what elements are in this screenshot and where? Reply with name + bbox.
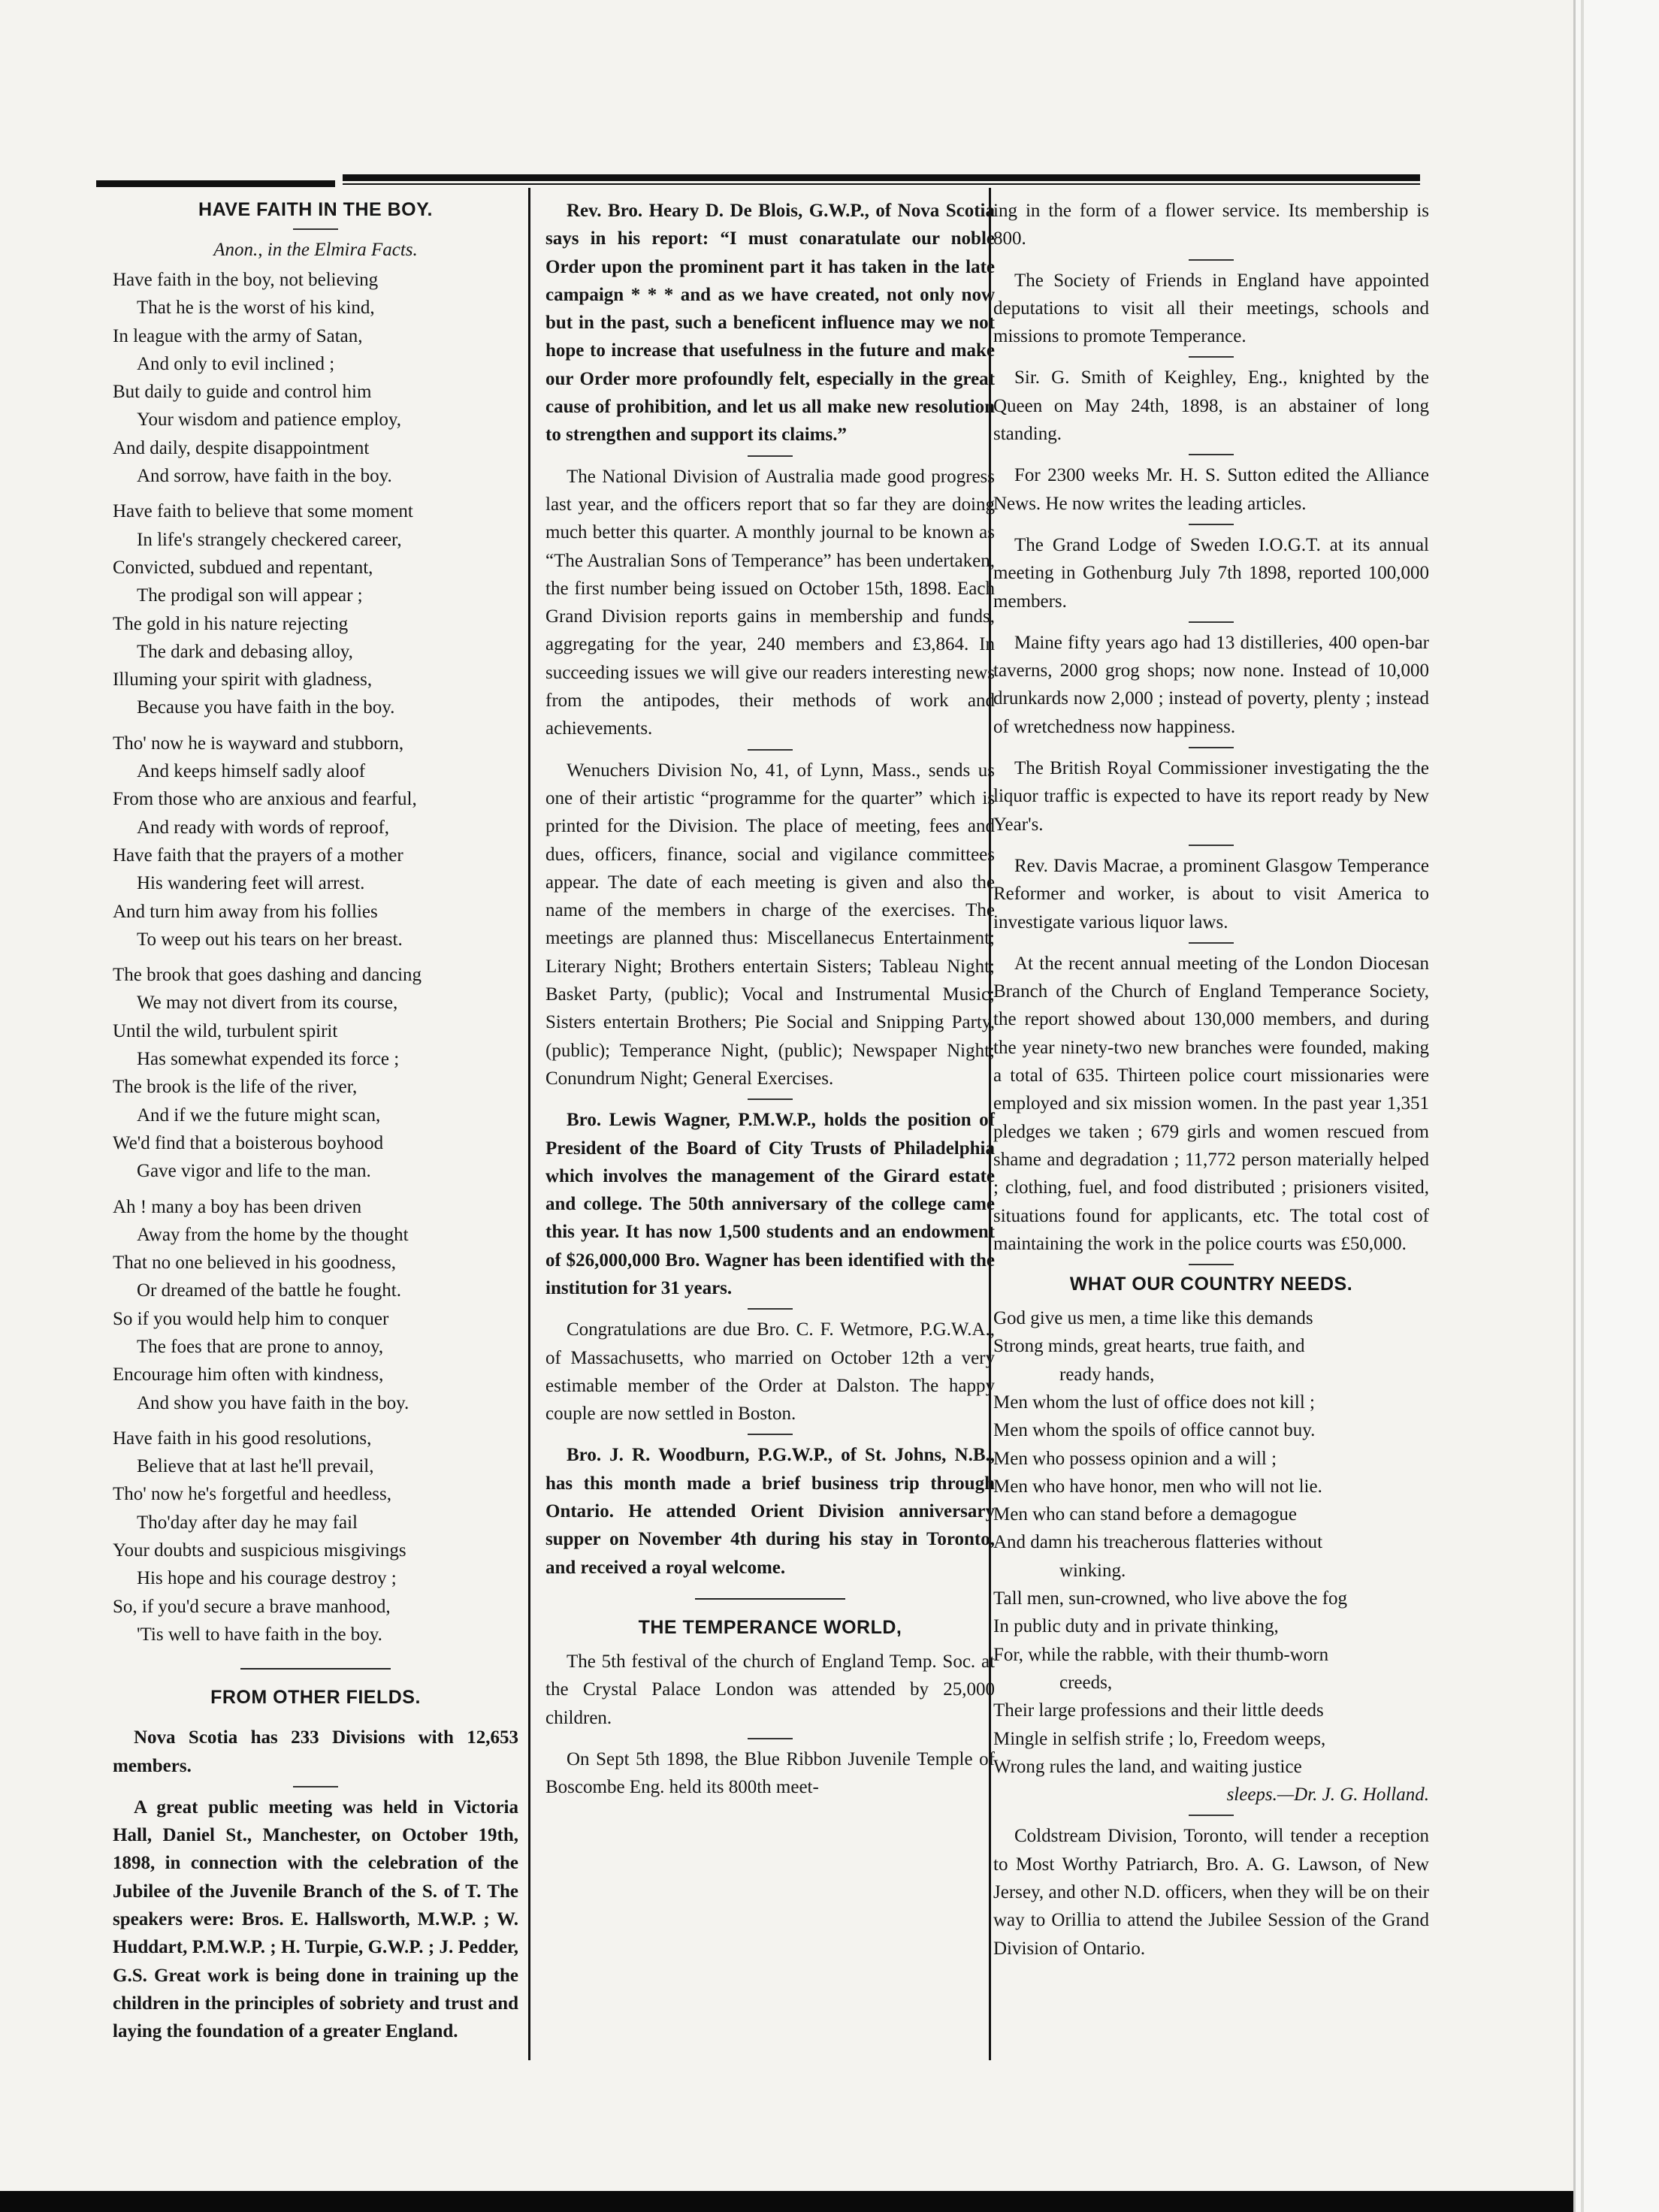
needs-line: winking. [1059, 1560, 1126, 1581]
item-divider [1189, 454, 1234, 455]
column-1 [113, 197, 518, 2046]
poem-line: And sorrow, have faith in the boy. [137, 466, 392, 487]
news-paragraph: Rev. Bro. Heary D. De Blois, G.W.P., of Nova Scotia says in his report: “I must conaratulate our noble Order upon the prominent part it has taken in the late campaign * * * and as we have created, not only now but in the past, such a beneficent influence may we not hope to increase that usefulness in the future and make our Order more profoundly felt, especially in the great cause of prohibition, and let us all make new resolution to strengthen and support its claims.” [545, 201, 995, 446]
item-divider [1189, 845, 1234, 846]
needs-poem [993, 1304, 1429, 1809]
needs-line: Mingle in selfish strife ; lo, Freedom weeps, [993, 1728, 1326, 1749]
needs-line: sleeps.—Dr. J. G. Holland. [1226, 1784, 1429, 1806]
poem-body [113, 266, 518, 1648]
poem-line: Convicted, subdued and repentant, [113, 557, 373, 578]
poem-stanza [113, 266, 518, 490]
needs-line: Men who possess opinion and a will ; [993, 1448, 1277, 1469]
item-divider [1189, 524, 1234, 525]
item-divider [1189, 621, 1234, 623]
news-paragraph: The Society of Friends in England have appointed deputations to visit all their meetings, schools and missions to promote Temperance. [993, 270, 1429, 347]
item-divider [1189, 1815, 1234, 1816]
news-paragraph: On Sept 5th 1898, the Blue Ribbon Juvenile Temple of Boscombe Eng. held its 800th meet- [545, 1748, 995, 1798]
header-rule-thin [343, 183, 1420, 185]
poem-line: So if you would help him to conquer [113, 1308, 389, 1329]
poem-line: And keeps himself sadly aloof [137, 761, 366, 782]
column-divider-1 [528, 188, 530, 2060]
poem-stanza [113, 497, 518, 721]
section-divider [695, 1598, 845, 1600]
poem-line: Have faith to believe that some moment [113, 501, 413, 522]
news-paragraph: For 2300 weeks Mr. H. S. Sutton edited the Alliance News. He now writes the leading articles. [993, 465, 1429, 514]
needs-line: Strong minds, great hearts, true faith, and [993, 1336, 1305, 1357]
poem-line: Gave vigor and life to the man. [137, 1161, 371, 1182]
poem-line: But daily to guide and control him [113, 382, 372, 403]
poem-line: Has somewhat expended its force ; [137, 1049, 400, 1070]
poem-line: Your doubts and suspicious misgivings [113, 1540, 406, 1561]
poem-line: To weep out his tears on her breast. [137, 929, 403, 950]
needs-line: Wrong rules the land, and waiting justice [993, 1756, 1302, 1777]
needs-line: For, while the rabble, with their thumb-worn [993, 1644, 1329, 1665]
poem-stanza [113, 961, 518, 1185]
news-paragraph: Wenuchers Division No, 41, of Lynn, Mass., sends us one of their artistic “programme for the quarter” which is printed for the Division. The place of meeting, fees and dues, officers, finance, social and vigilance committees appear. The date of each meeting is given and also the name of the members in charge of the exercises. The meetings are planned thus: Miscellanecus Entertainment; Literary Night; Brothers entertain Sisters; Tableau Night; Basket Party, (public); Vocal and Instrumental Music; Sisters entertain Brothers; Pie Social and Snipping Party, (public); Temperance Night, (public); Newspaper Night; Conundrum Night; General Exercises. [545, 760, 995, 1089]
page-edge [1573, 0, 1659, 2212]
poem-stanza [113, 1425, 518, 1648]
poem-line: Tho'day after day he may fail [137, 1512, 358, 1533]
poem-line: Tho' now he is wayward and stubborn, [113, 733, 404, 754]
needs-line: Men whom the lust of office does not kill ; [993, 1392, 1315, 1413]
news-paragraph: The Grand Lodge of Sweden I.O.G.T. at its annual meeting in Gothenburg July 7th 1898, reported 100,000 members. [993, 534, 1429, 612]
poem-line: Have faith that the prayers of a mother [113, 845, 403, 866]
news-paragraph: Congratulations are due Bro. C. F. Wetmore, P.G.W.A., of Massachusetts, who married on October 12th a very estimable member of the Order at Dalston. The happy couple are now settled in Boston. [545, 1319, 995, 1425]
poem-line: The dark and debasing alloy, [137, 641, 353, 662]
news-paragraph: ing in the form of a flower service. Its membership is 800. [993, 201, 1429, 249]
poem-line: So, if you'd secure a brave manhood, [113, 1596, 391, 1617]
needs-line: Men who can stand before a demagogue [993, 1504, 1298, 1525]
needs-line: Their large professions and their little deeds [993, 1700, 1324, 1721]
poem-line: And ready with words of reproof, [137, 817, 390, 838]
poem-line: And daily, despite disappointment [113, 437, 370, 458]
item-divider [1189, 259, 1234, 261]
poem-line: And if we the future might scan, [137, 1104, 381, 1126]
poem-line: Your wisdom and patience employ, [137, 409, 402, 431]
poem-stanza [113, 730, 518, 953]
needs-line: Men who have honor, men who will not lie. [993, 1476, 1322, 1497]
item-divider [748, 455, 793, 457]
item-divider [1189, 356, 1234, 358]
needs-line: God give us men, a time like this demands [993, 1308, 1313, 1329]
news-paragraph: The National Division of Australia made good progress last year, and the officers report that so far they are doing much better this quarter. A monthly journal to be known as “The Australian Sons of Temperance” has been undertaken, the first number being issued on October 15th, 1898. Each Grand Division reports gains in membership and funds, aggregating for the year, 240 members and £3,864. In succeeding issues we will give our readers interesting news from the antipodes, their methods of work and achievements. [545, 466, 995, 739]
poem-line: The brook that goes dashing and dancing [113, 965, 422, 986]
poem-line: Encourage him often with kindness, [113, 1364, 384, 1386]
needs-line: ready hands, [1059, 1364, 1155, 1385]
needs-line: And damn his treacherous flatteries without [993, 1532, 1323, 1553]
column-3 [993, 197, 1429, 1963]
poem-stanza [113, 1193, 518, 1417]
poem-line: His hope and his courage destroy ; [137, 1568, 397, 1589]
poem-line: The brook is the life of the river, [113, 1077, 358, 1098]
item-divider [748, 1738, 793, 1739]
poem-line: Ah ! many a boy has been driven [113, 1196, 362, 1217]
poem-line: 'Tis well to have faith in the boy. [137, 1624, 382, 1645]
item-divider [1189, 942, 1234, 944]
item-divider [1189, 747, 1234, 748]
news-paragraph: Bro. Lewis Wagner, P.M.W.P., holds the position of President of the Board of City Trusts of Philadelphia which involves the management of the Girard estate and college. The 50th anniversary of the college came this year. It has now 1,500 students and an endowment of $26,000,000 Bro. Wagner has been identified with the institution for 31 years. [545, 1110, 995, 1298]
needs-line: Men whom the spoils of office cannot buy. [993, 1420, 1316, 1441]
poem-line: The gold in his nature rejecting [113, 613, 349, 634]
needs-line: Tall men, sun-crowned, who live above the fog [993, 1588, 1348, 1609]
poem-line: We'd find that a boisterous boyhood [113, 1132, 384, 1153]
poem-line: We may not divert from its course, [137, 993, 398, 1014]
fields-paragraph: A great public meeting was held in Victoria Hall, Daniel St., Manchester, on October 19th, 1898, in connection with the celebration of the Jubilee of the Juvenile Branch of the S. of T. The speakers were: Bros. E. Hallsworth, M.W.P. ; W. Huddart, P.M.W.P. ; H. Turpie, G.W.P. ; J. Pedder, G.S. Great work is being done in training up the children in the principles of sobriety and trust and laying the foundation of a greater England. [113, 1796, 518, 2042]
needs-title: WHAT OUR COUNTRY NEEDS. [1069, 1274, 1353, 1295]
section-divider [240, 1668, 391, 1670]
poem-line: His wandering feet will arrest. [137, 873, 365, 894]
column-2 [545, 197, 995, 1801]
poem-line: Until the wild, turbulent spirit [113, 1020, 338, 1041]
poem-line: In league with the army of Satan, [113, 325, 363, 346]
poem-line: Tho' now he's forgetful and heedless, [113, 1484, 391, 1505]
poem-line: And turn him away from his follies [113, 901, 378, 922]
news-paragraph: Bro. J. R. Woodburn, P.G.W.P., of St. Johns, N.B., has this month made a brief business trip through Ontario. He attended Orient Division anniversary supper on November 4th during his stay in Toronto, and received a royal welcome. [545, 1445, 995, 1578]
news-paragraph: At the recent annual meeting of the London Diocesan Branch of the Church of England Temperance Society, the report showed about 130,000 members, and during the year ninety-two new branches were founded, making a total of 635. Thirteen police court missionaries were employed and six mission women. In the past year 1,351 pledges we taken ; 679 girls and women rescued from shame and degradation ; 11,772 person materially helped ; clothing, fuel, and food distributed ; prisioners visited, situations found for applicants, etc. The total cost of maintaining the work in the police courts was £50,000. [993, 953, 1429, 1254]
header-rule-left [96, 180, 335, 187]
poem-line: Because you have faith in the boy. [137, 697, 395, 718]
poem-line: Believe that at last he'll prevail, [137, 1456, 374, 1477]
header-rule-right [343, 174, 1420, 181]
needs-line: In public duty and in private thinking, [993, 1616, 1279, 1637]
poem-title: HAVE FAITH IN THE BOY. [198, 199, 433, 220]
poem-line: And only to evil inclined ; [137, 353, 335, 374]
poem-line: The prodigal son will appear ; [137, 585, 363, 606]
poem-line: Illuming your spirit with gladness, [113, 669, 373, 690]
poem-line: Away from the home by the thought [137, 1224, 409, 1245]
poem-line: Or dreamed of the battle he fought. [137, 1280, 401, 1301]
poem-byline: Anon., in the Elmira Facts. [213, 240, 418, 260]
news-paragraph: Rev. Davis Macrae, a prominent Glasgow Temperance Reformer and worker, is about to visit America to investigate various liquor laws. [993, 855, 1429, 932]
poem-line: From those who are anxious and fearful, [113, 789, 417, 810]
poem-line: Have faith in his good resolutions, [113, 1428, 372, 1449]
fields-title: FROM OTHER FIELDS. [210, 1687, 421, 1709]
item-divider [748, 1308, 793, 1310]
title-divider [293, 228, 338, 230]
poem-line: In life's strangely checkered career, [137, 529, 402, 550]
needs-line: creeds, [1059, 1672, 1113, 1693]
temperance-world-title: THE TEMPERANCE WORLD, [638, 1616, 902, 1638]
item-divider [748, 749, 793, 751]
poem-line: That no one believed in his goodness, [113, 1253, 397, 1274]
item-divider [748, 1434, 793, 1435]
news-paragraph: The British Royal Commissioner investigating the the liquor traffic is expected to have its report ready by New Year's. [993, 758, 1429, 835]
news-paragraph: Maine fifty years ago had 13 distilleries, 400 open-bar taverns, 2000 grog shops; now none. Instead of 10,000 drunkards now 2,000 ; instead of poverty, plenty ; instead of wretchedness now happiness. [993, 632, 1429, 737]
poem-line: And show you have faith in the boy. [137, 1392, 409, 1413]
poem-line: The foes that are prone to annoy, [137, 1336, 384, 1357]
item-divider [293, 1786, 338, 1787]
item-divider [1189, 1264, 1234, 1265]
page-edge-line [1581, 0, 1584, 2212]
news-paragraph: Coldstream Division, Toronto, will tender a reception to Most Worthy Patriarch, Bro. A. G. Lawson, of New Jersey, and other N.D. officers, when they will be on their way to Orillia to attend the Jubilee Session of the Grand Division of Ontario. [993, 1826, 1429, 1959]
item-divider [748, 1098, 793, 1100]
poem-line: Have faith in the boy, not believing [113, 270, 379, 290]
poem-line: That he is the worst of his kind, [137, 298, 375, 319]
news-paragraph: The 5th festival of the church of England Temp. Soc. at the Crystal Palace London was attended by 25,000 children. [545, 1651, 995, 1728]
fields-paragraph: Nova Scotia has 233 Divisions with 12,653 members. [113, 1727, 518, 1776]
news-paragraph: Sir. G. Smith of Keighley, Eng., knighted by the Queen on May 24th, 1898, is an abstainer of long standing. [993, 367, 1429, 445]
